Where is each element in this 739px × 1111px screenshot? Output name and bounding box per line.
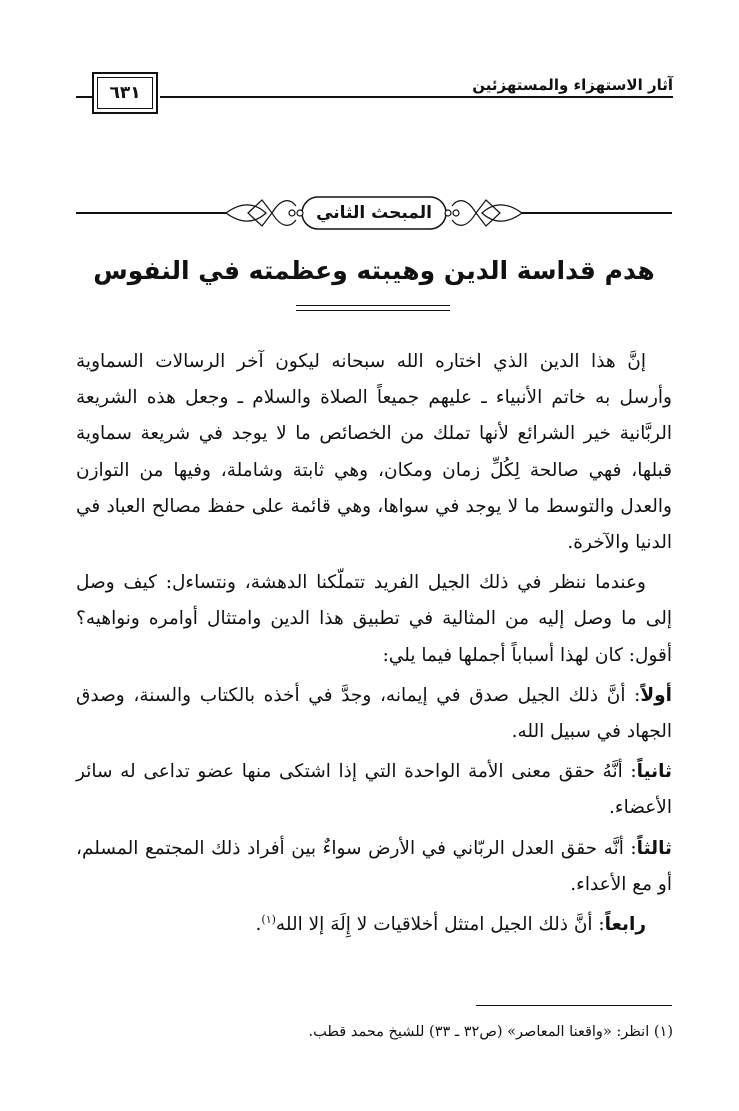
paragraph: [76, 565, 672, 674]
title-underline: [296, 305, 450, 311]
paragraph-text: : أنَّ ذلك الجيل امتثل أخلاقيات لا إِلَهَ إلا الله: [275, 914, 605, 936]
paragraph-text: : أنَّهُ حقق معنى الأمة الواحدة التي إذا اشتكى منها عضو تداعى له سائر الأعضاء.: [76, 761, 672, 819]
body-text: [76, 344, 672, 947]
paragraph: [76, 754, 672, 826]
page-number: ٦٣١: [97, 77, 153, 109]
paragraph-text: إنَّ هذا الدين الذي اختاره الله سبحانه ليكون آخر الرسالات السماوية وأرسل به خاتم الأنبياء ـ عليهم جميعاً الصلاة والسلام ـ وجعل هذه الشريعة الربَّانية خير الشرائع لأنها تملك من الخصائص ما لا يوجد في شريعة سماوية قبلها، فهي صالحة لِكُلِّ زمان ومكان، وهي ثابتة وشاملة، وفيها من التوازن والعدل والتوسط ما لا يوجد في سواها، وهي قائمة على حفظ مصالح العباد في الدنيا والآخرة.: [76, 351, 672, 554]
section-title: هدم قداسة الدين وهيبته وعظمته في النفوس: [93, 256, 655, 285]
paragraph-text: وعندما ننظر في ذلك الجيل الفريد تتملّكنا الدهشة، ونتساءل: كيف وصل إلى ما وصل إليه من المثالية في تطبيق هذا الدين وامتثال أوامره ونواهيه؟ أقول: كان لهذا أسباباً أجملها فيما يلي:: [76, 572, 672, 666]
list-ordinal: أولاً: [640, 684, 672, 706]
footnote: (١) انظر: «واقعنا المعاصر» (ص٣٢ ـ ٣٣) للشيخ محمد قطب.: [308, 1024, 673, 1040]
running-title: آثار الاستهزاء والمستهزئين: [472, 76, 673, 94]
list-ordinal: رابعاً: [604, 914, 646, 936]
list-ordinal: ثانياً: [636, 761, 672, 783]
footnote-ref[interactable]: (١): [261, 912, 276, 926]
paragraph-tail: .: [255, 914, 262, 936]
header-rule-left: [76, 96, 92, 98]
paragraph: [76, 907, 672, 943]
section-label: المبحث الثاني: [316, 203, 432, 223]
paragraph-text: : أنَّه حقق العدل الربّاني في الأرض سواءٌ بين أفراد ذلك المجتمع المسلم، أو مع الأعداء.: [76, 837, 672, 895]
footnote-rule: [476, 1005, 672, 1006]
paragraph: [76, 831, 672, 903]
header-rule: [160, 96, 673, 98]
page-number-frame: [92, 72, 158, 114]
paragraph: [76, 678, 672, 750]
list-ordinal: ثالثاً: [636, 837, 672, 859]
paragraph-text: : أنَّ ذلك الجيل صدق في إيمانه، وجدَّ في أخذه بالكتاب والسنة، وصدق الجهاد في سبيل الله.: [76, 684, 672, 743]
paragraph: [76, 344, 672, 561]
